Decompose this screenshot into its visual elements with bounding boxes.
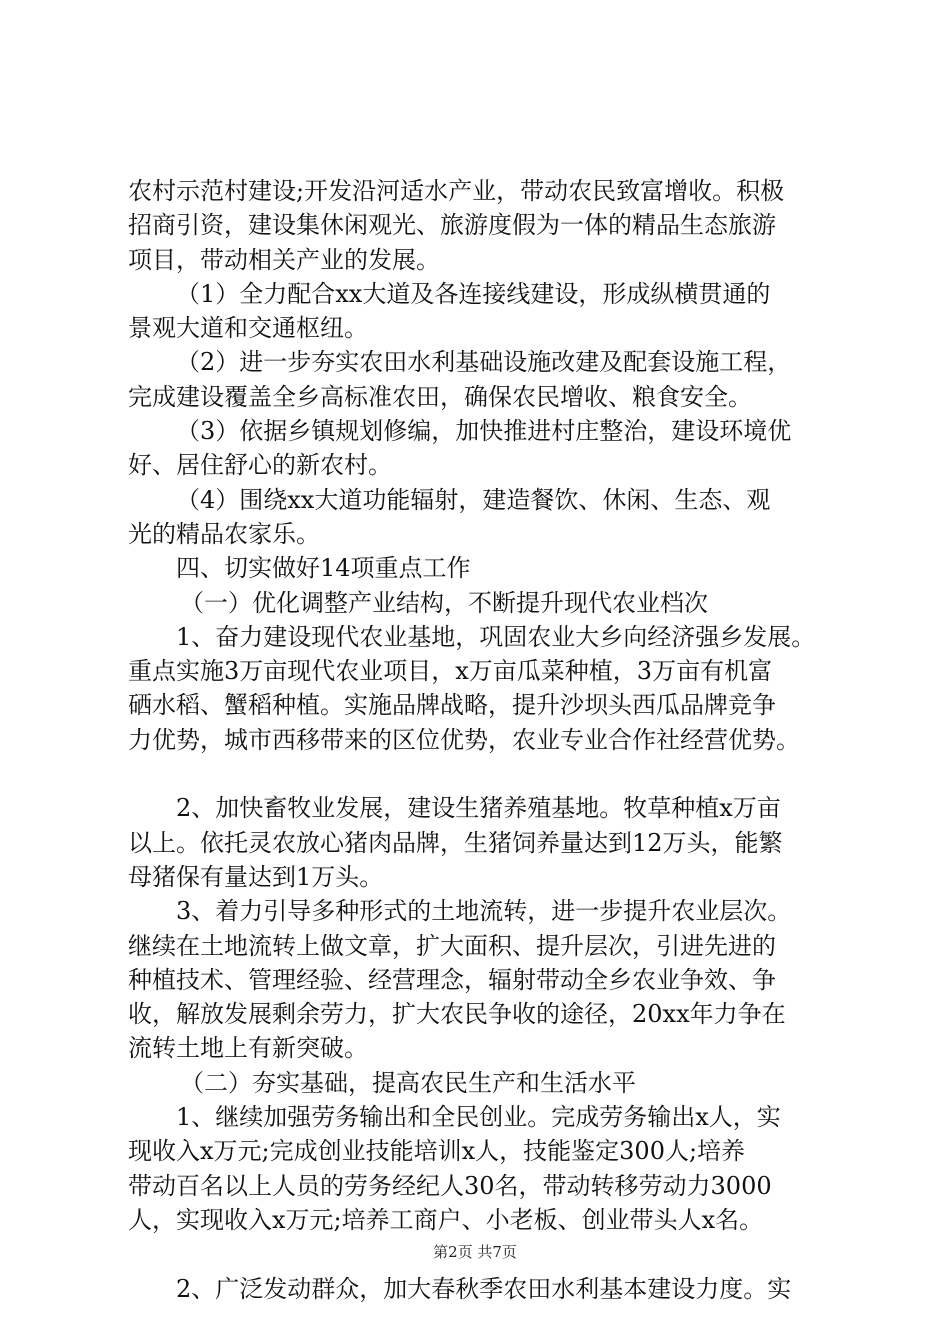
paragraph-gap bbox=[128, 757, 828, 791]
text-line: 现收入x万元;完成创业技能培训x人，技能鉴定300人;培养 bbox=[128, 1137, 746, 1166]
subsection-heading: （一）优化调整产业结构，不断提升现代农业档次 bbox=[180, 588, 708, 617]
text-line: 流转土地上有新突破。 bbox=[128, 1034, 368, 1063]
text-line: （2）进一步夯实农田水利基础设施改建及配套设施工程， bbox=[176, 348, 792, 377]
text-line: 种植技术、管理经验、经营理念，辐射带动全乡农业争效、争 bbox=[128, 965, 776, 994]
text-line: 收，解放发展剩余劳力，扩大农民争收的途径，20xx年力争在 bbox=[128, 1000, 786, 1029]
text-line: （1）全力配合xx大道及各连接线建设，形成纵横贯通的 bbox=[176, 279, 771, 308]
text-line: 招商引资，建设集休闲观光、旅游度假为一体的精品生态旅游 bbox=[128, 211, 776, 240]
text-line: （3）依据乡镇规划修编，加快推进村庄整治，建设环境优 bbox=[176, 417, 792, 446]
text-line: 景观大道和交通枢纽。 bbox=[128, 314, 368, 343]
document-body bbox=[128, 174, 828, 1306]
page-number-footer: 第2页 共7页 bbox=[433, 1243, 517, 1261]
text-line: 母猪保有量达到1万头。 bbox=[128, 862, 384, 891]
text-line: （4）围绕xx大道功能辐射，建造餐饮、休闲、生态、观 bbox=[176, 485, 771, 514]
text-line: 力优势，城市西移带来的区位优势，农业专业合作社经营优势。 bbox=[128, 725, 800, 754]
text-line: 人，实现收入x万元;培养工商户、小老板、创业带头人x名。 bbox=[128, 1205, 764, 1234]
text-line: 农村示范村建设;开发沿河适水产业，带动农民致富增收。积极 bbox=[128, 177, 785, 205]
text-line: 带动百名以上人员的劳务经纪人30名，带动转移劳动力3000 bbox=[128, 1171, 772, 1200]
text-line: 完成建设覆盖全乡高标准农田，确保农民增收、粮食安全。 bbox=[128, 382, 752, 411]
section-heading: 四、切实做好14项重点工作 bbox=[176, 554, 471, 583]
text-line: 项目，带动相关产业的发展。 bbox=[128, 245, 440, 274]
text-line: 重点实施3万亩现代农业项目，x万亩瓜菜种植，3万亩有机富 bbox=[128, 657, 773, 686]
text-line: 2、广泛发动群众，加大春秋季农田水利基本建设力度。实 bbox=[176, 1274, 792, 1303]
text-line: 好、居住舒心的新农村。 bbox=[128, 451, 392, 480]
text-line: 1、奋力建设现代农业基地，巩固农业大乡向经济强乡发展。 bbox=[176, 622, 816, 651]
text-line: 2、加快畜牧业发展，建设生猪养殖基地。牧草种植x万亩 bbox=[176, 794, 781, 823]
text-line: 光的精品农家乐。 bbox=[128, 519, 320, 548]
text-line: 3、着力引导多种形式的土地流转，进一步提升农业层次。 bbox=[176, 897, 792, 926]
text-line: 硒水稻、蟹稻种植。实施品牌战略，提升沙坝头西瓜品牌竞争 bbox=[128, 691, 776, 720]
text-line: 继续在土地流转上做文章，扩大面积、提升层次，引进先进的 bbox=[128, 931, 776, 960]
text-line: 以上。依托灵农放心猪肉品牌，生猪饲养量达到12万头，能繁 bbox=[128, 828, 783, 857]
text-line: 1、继续加强劳务输出和全民创业。完成劳务输出x人，实 bbox=[176, 1103, 781, 1132]
subsection-heading: （二）夯实基础，提高农民生产和生活水平 bbox=[180, 1068, 636, 1097]
